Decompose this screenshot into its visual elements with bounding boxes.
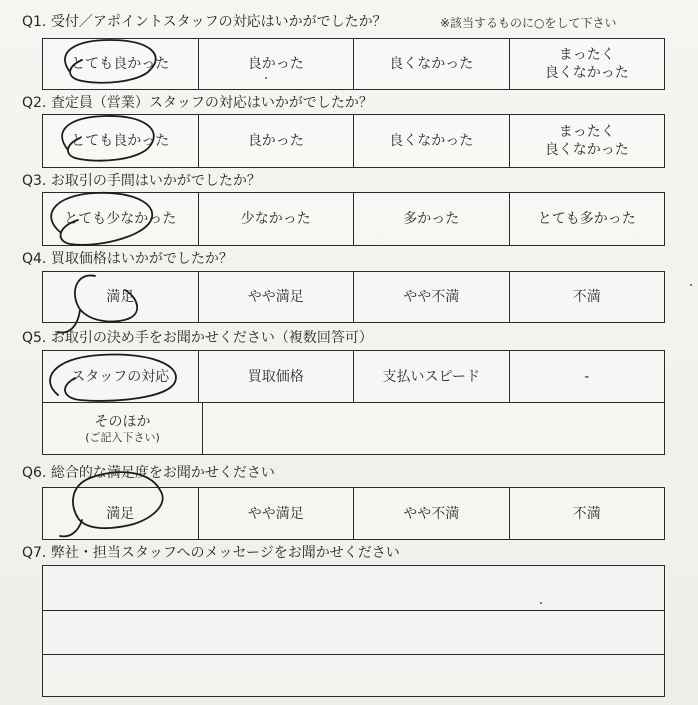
q5-row-options — [43, 351, 664, 403]
q5-other-label: そのほか — [94, 413, 151, 430]
q4-label: Q4. 買取価格はいかがでしたか？ — [22, 251, 233, 267]
ink-speck — [540, 602, 542, 604]
q2-option-good[interactable]: 良かった — [199, 115, 355, 167]
q1-option-not-good-at-all[interactable] — [510, 39, 665, 89]
q6-label: Q6. 総合的な満足度をお聞かせください — [22, 465, 275, 481]
q4-option-somewhat-satisfied[interactable]: やや満足 — [199, 272, 355, 322]
ink-speck — [265, 77, 267, 79]
q6-option-satisfied[interactable]: 満足 — [43, 488, 199, 539]
q1-option-very-good[interactable]: とても良かった — [43, 39, 199, 89]
q1-option-not-good[interactable]: 良くなかった — [354, 39, 510, 89]
q3-option-much[interactable]: 多かった — [354, 193, 510, 245]
q6-option-somewhat-satisfied[interactable]: やや満足 — [199, 488, 355, 539]
q7-message-box[interactable] — [42, 565, 665, 697]
q2-label: Q2. 査定員（営業）スタッフの対応はいかがでしたか？ — [22, 95, 373, 111]
message-line — [43, 654, 664, 655]
message-line — [43, 610, 664, 611]
q3-option-little[interactable]: 少なかった — [199, 193, 355, 245]
q5-options — [42, 350, 665, 455]
q4-options — [42, 271, 665, 323]
q5-option-price[interactable]: 買取価格 — [199, 351, 355, 402]
q2-options — [42, 114, 665, 168]
q5-other-label-cell — [43, 403, 203, 454]
q2-option-not-good[interactable]: 良くなかった — [354, 115, 510, 167]
q6-options — [42, 487, 665, 540]
q7-label: Q7. 弊社・担当スタッフへのメッセージをお聞かせください — [22, 545, 400, 561]
q5-row-other — [43, 403, 664, 454]
q1-option-line1: まったく — [558, 47, 615, 63]
q1-label: Q1. 受付／アポイントスタッフの対応はいかがでしたか？ — [22, 14, 387, 30]
q2-option-line1: まったく — [558, 124, 615, 140]
q3-option-very-much[interactable]: とても多かった — [537, 211, 636, 227]
q6-option-somewhat-dissatisfied[interactable]: やや不満 — [354, 488, 510, 539]
q1-option-good[interactable]: 良かった — [199, 39, 355, 89]
q1-option-line2: 良くなかった — [544, 65, 629, 81]
q5-option-blank[interactable]: - — [584, 368, 590, 385]
q5-other-sub: (ご記入下さい) — [85, 430, 160, 444]
q2-option-line2: 良くなかった — [544, 142, 629, 158]
q4-option-dissatisfied[interactable]: 不満 — [572, 289, 601, 305]
q2-option-not-good-at-all[interactable] — [510, 115, 665, 167]
q5-label: Q5. お取引の決め手をお聞かせください（複数回答可） — [22, 330, 373, 346]
q3-option-very-little[interactable]: とても少なかった — [43, 193, 199, 245]
q6-option-dissatisfied[interactable]: 不満 — [572, 505, 601, 522]
q5-option-payment-speed[interactable]: 支払いスピード — [354, 351, 510, 402]
instruction-note: ※該当するものに○をして下さい — [440, 16, 617, 30]
q1-options — [42, 38, 665, 90]
q4-option-satisfied[interactable]: 満足 — [43, 272, 199, 322]
q4-option-somewhat-dissatisfied[interactable]: やや不満 — [354, 272, 510, 322]
q3-label: Q3. お取引の手間はいかがでしたか？ — [22, 173, 261, 189]
q3-options — [42, 192, 665, 246]
q5-other-input[interactable] — [203, 403, 664, 454]
q5-option-staff[interactable]: スタッフの対応 — [43, 351, 199, 402]
q2-option-very-good[interactable]: とても良かった — [43, 115, 199, 167]
ink-speck — [690, 284, 692, 286]
